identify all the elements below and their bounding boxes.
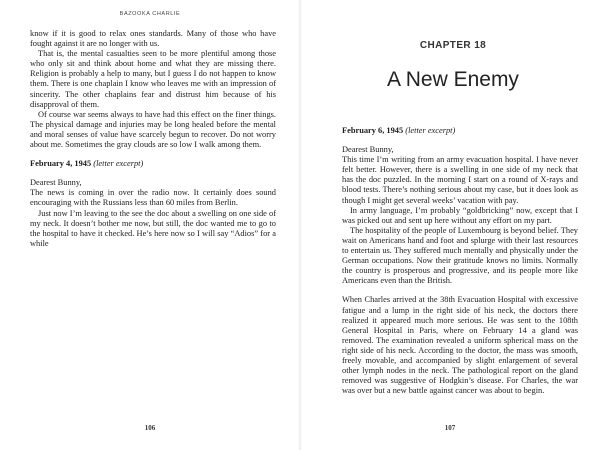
left-page-text [30, 29, 276, 249]
paragraph: That is, the mental casualties seen to be more plentiful among those who only sit and think about home and what they are missing there. Religion is probably a help to many, but I guess I do not happen to know them. There is one chaplain I know who leaves me with an impression of sincerity. The other chaplains fear and distrust him because of his disapproval of them. [30, 49, 276, 109]
letter-dateline [342, 126, 578, 136]
paragraph: know if it is good to relax ones standards. Many of those who have fought against it are no longer with us. [30, 29, 276, 49]
narrative-paragraph: When Charles arrived at the 38th Evacuation Hospital with excessive fatigue and a lump in the right side of his neck, the doctors there realized it appeared much more serious. He was sent to the 108th General Hospital in Paris, where on February 14 a gland was removed. The examination revealed a uniform spherical mass on the right side of his neck. According to the doctor, the mass was smooth, freely movable, and accompanied by slight enlargement of several other lymph nodes in the neck. The pathological report on the gland removed was suggestive of Hodgkin’s disease. For Charles, the war was over but a new battle against cancer was about to begin. [342, 295, 578, 396]
letter-paragraph: In army language, I’m probably “goldbricking” now, except that I was picked out and sent up here without any effort on my part. [342, 205, 578, 225]
chapter-label: CHAPTER 18 [419, 40, 487, 51]
letter-note: (letter excerpt) [93, 159, 144, 169]
letter-paragraph: The hospitality of the people of Luxembourg is beyond belief. They wait on Americans hand and foot and splurge with their last resources to entertain us. They suffered much mentally and physically under the German occupations. Now their gratitude knows no limits. Normally the country is prosperous and progressive, and its people more like Americans even than the British. [342, 225, 578, 286]
right-page-text [342, 126, 578, 396]
letter-note: (letter excerpt) [405, 126, 456, 135]
page-number: 106 [144, 424, 156, 432]
letter-date: February 6, 1945 [342, 126, 404, 135]
paragraph: Of course war seems always to have had this effect on the finer things. The physical damage and injuries may be long healed before the mental and moral senses of value have scarcely begun to recover. Do not worry about me. Sometimes the gray clouds are so low I walk among them. [30, 109, 276, 150]
letter-salutation: Dearest Bunny, [30, 178, 82, 188]
letter-paragraph: Just now I’m leaving to the see the doc about a swelling on one side of my neck. It doesn’t bother me now, but still, the doc wanted me to go to the hospital to have it checked. He’s here now so I will say “Adios” for a while [30, 208, 276, 248]
letter-date: February 4, 1945 [30, 159, 92, 169]
letter-salutation: Dearest Bunny, [342, 145, 394, 155]
chapter-title: A New Enemy [387, 68, 519, 91]
right-page [300, 0, 600, 450]
letter-paragraph: The news is coming in over the radio now. It certainly does sound encouraging with the Russians less than 60 miles from Berlin. [30, 188, 276, 208]
letter-paragraph: This time I’m writing from an army evacuation hospital. I have never felt better. However, there is a swelling in one side of my neck that has the doc puzzled. In the morning I start on a round of X-rays and blood tests. There’s nothing serious about my case, but it does look as though I might get several weeks’ vacation with pay. [342, 155, 578, 205]
letter-dateline [30, 159, 276, 169]
running-head: BAZOOKA CHARLIE [119, 11, 181, 17]
page-number: 107 [444, 424, 456, 432]
